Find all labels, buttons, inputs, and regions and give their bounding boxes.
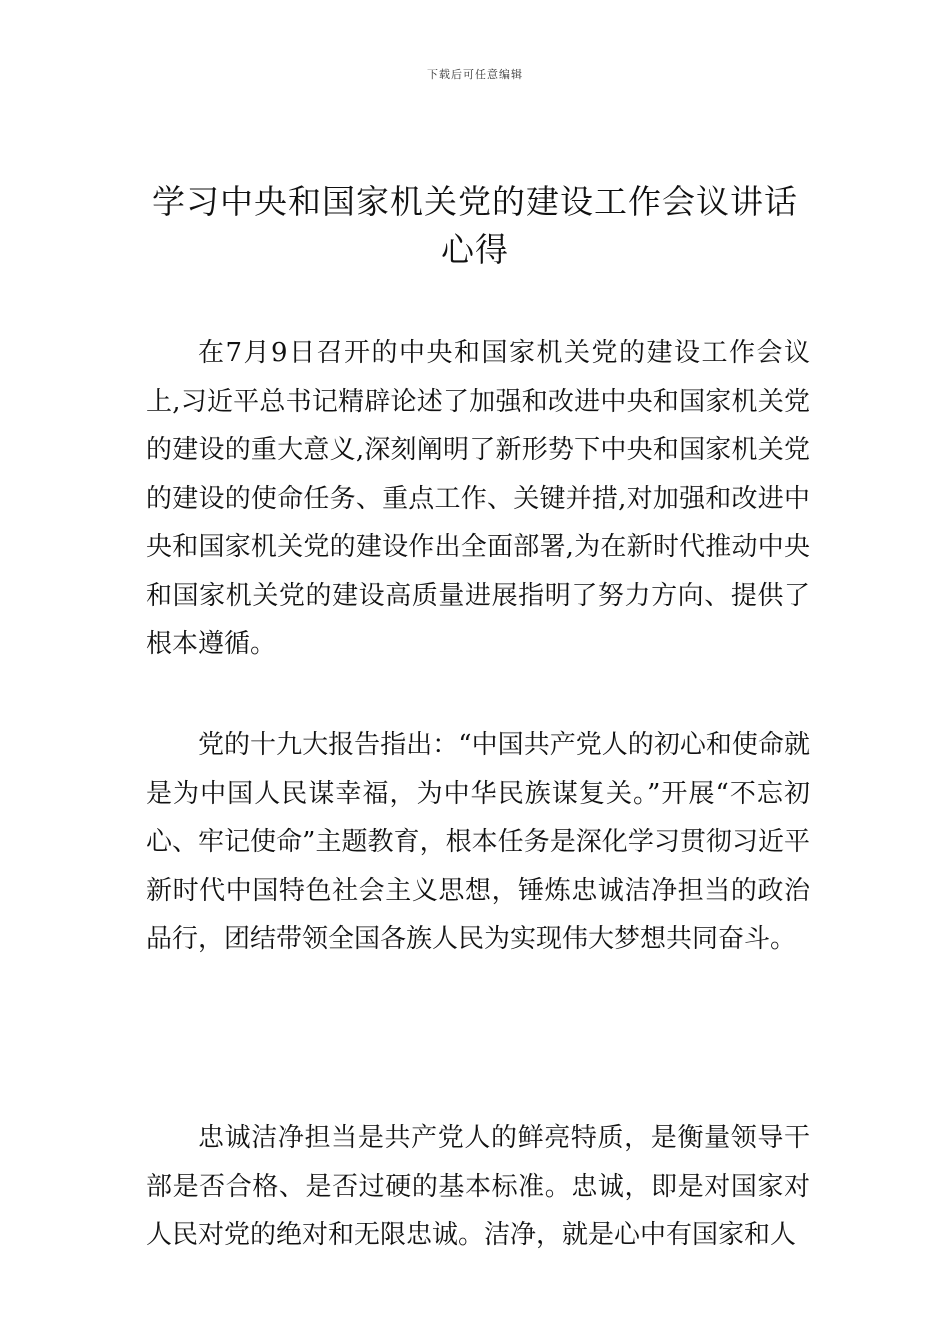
body-paragraph: 忠诚洁净担当是共产党人的鲜亮特质，是衡量领导干部是否合格、是否过硬的基本标准。忠诚，即是对国家对人民对党的绝对和无限忠诚。洁净，就是心中有国家和人 [146, 1123, 810, 1250]
header-note: 下载后可任意编辑 [427, 68, 523, 81]
body-paragraph: 党的十九大报告指出：“中国共产党人的初心和使命就是为中国人民谋幸福，为中华民族谋复关。”开展“不忘初心、牢记使命”主题教育，根本任务是深化学习贯彻习近平新时代中国特色社会主义思想，锤炼忠诚洁净担当的政治品行，团结带领全国各族人民为实现伟大梦想共同奋斗。 [146, 730, 810, 954]
document-title: 学习中央和国家机关党的建设工作会议讲话心得 [152, 182, 798, 269]
body-paragraph: 在7月9日召开的中央和国家机关党的建设工作会议上,习近平总书记精辟论述了加强和改进中央和国家机关党的建设的重大意义,深刻阐明了新形势下中央和国家机关党的建设的使命任务、重点工作、关键并措,对加强和改进中央和国家机关党的建设作出全面部署,为在新时代推动中央和国家机关党的建设高质量进展指明了努力方向、提供了根本遵循。 [146, 338, 810, 659]
